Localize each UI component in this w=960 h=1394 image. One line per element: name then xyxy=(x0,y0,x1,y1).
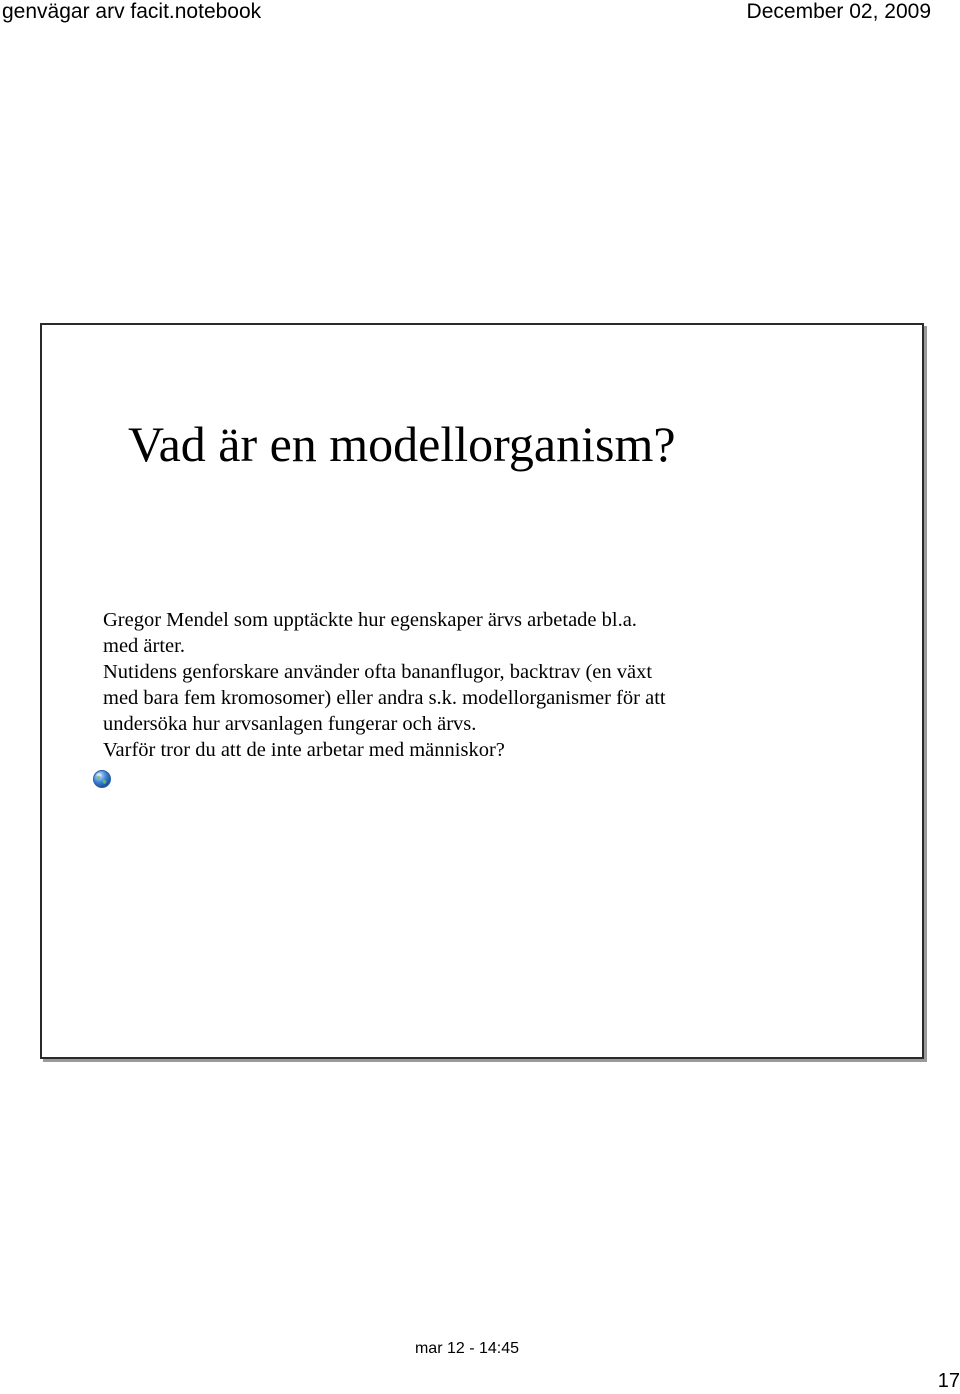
notebook-filename: genvägar arv facit.notebook xyxy=(2,0,262,23)
notebook-date: December 02, 2009 xyxy=(746,0,931,23)
globe-icon[interactable] xyxy=(92,769,112,789)
slide-body xyxy=(103,607,803,763)
page-number: 17 xyxy=(937,1370,960,1392)
body-line: Varför tror du att de inte arbetar med människor? xyxy=(103,739,505,761)
body-line: med bara fem kromosomer) eller andra s.k. modellorganismer för att xyxy=(103,687,666,709)
body-line: undersöka hur arvsanlagen fungerar och ärvs. xyxy=(103,713,477,735)
body-line: med ärter. xyxy=(103,635,185,657)
footer-timestamp: mar 12 - 14:45 xyxy=(414,1340,520,1357)
body-line: Nutidens genforskare använder ofta bananflugor, backtrav (en växt xyxy=(103,661,653,683)
slide-frame xyxy=(40,323,924,1059)
body-line: Gregor Mendel som upptäckte hur egenskaper ärvs arbetade bl.a. xyxy=(103,609,637,631)
slide-title: Vad är en modellorganism? xyxy=(128,416,676,472)
